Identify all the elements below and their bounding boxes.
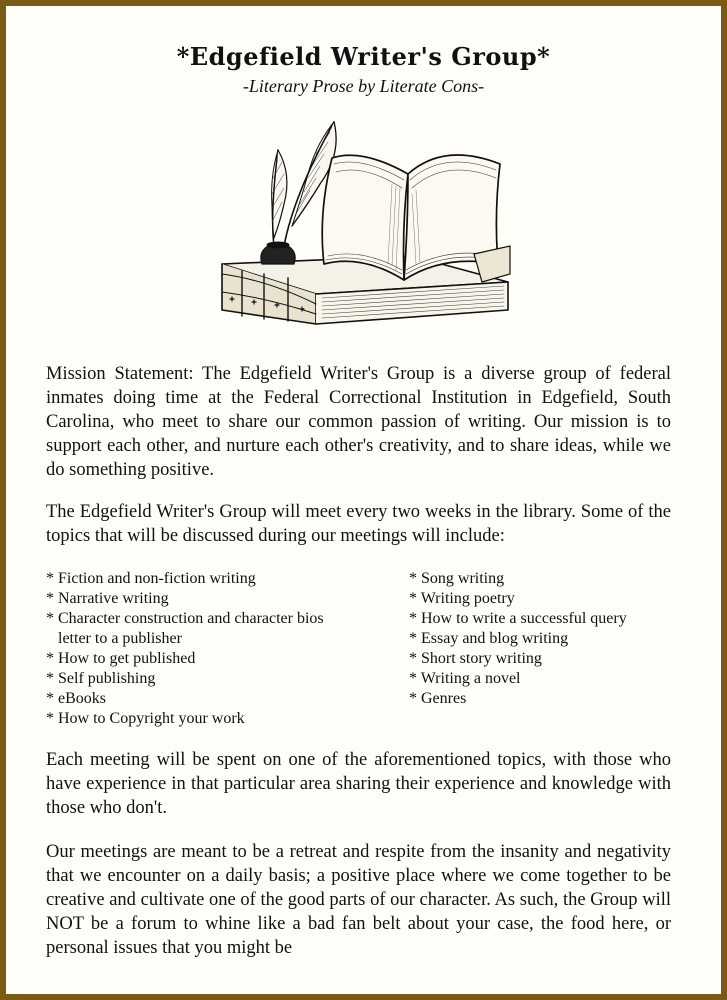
meeting-format-paragraph: Each meeting will be spent on one of the aforementioned topics, with those who have experience in that particular area sharing their experience and knowledge with those who don't. [46, 750, 671, 818]
list-item: * Writing a novel [409, 670, 521, 687]
list-item: * How to get published [46, 650, 196, 667]
list-item: * Genres [409, 690, 467, 707]
mission-statement-paragraph: Mission Statement: The Edgefield Writer's Group is a diverse group of federal inmates doing time at the Federal Correctional Institution in Edgefield, South Carolina, who meet to share our common passion of writing. Our mission is to support each other, and nurture each other's creativity, and to share ideas, while we do something positive. [46, 364, 671, 480]
list-item: * Song writing [409, 570, 505, 587]
document-page [6, 6, 721, 994]
list-item: * Short story writing [409, 650, 542, 667]
list-item: * How to write a successful query [409, 610, 627, 627]
page-title: *Edgefield Writer's Group* [176, 42, 551, 71]
topics-right-column [409, 569, 689, 709]
list-item: * Writing poetry [409, 590, 515, 607]
page-subtitle: -Literary Prose by Literate Cons- [242, 76, 485, 96]
list-item-continuation: letter to a publisher [58, 630, 182, 647]
open-book-with-quill-pens-illustration [212, 114, 512, 330]
group-rules-paragraph: Our meetings are meant to be a retreat and respite from the insanity and negativity that we encounter on a daily basis; a positive place where we come together to be creative and cultivate one of the good parts of our character. As such, the Group will NOT be a forum to whine like a bad fan belt about your case, the food here, or personal issues that you might be [46, 842, 671, 958]
topics-left-column [46, 569, 406, 729]
list-item: * Self publishing [46, 670, 156, 687]
meeting-schedule-paragraph: The Edgefield Writer's Group will meet every two weeks in the library. Some of the topics that will be discussed during our meetings will include: [46, 502, 671, 546]
list-item: * Essay and blog writing [409, 630, 569, 647]
list-item: * Narrative writing [46, 590, 169, 607]
list-item: * eBooks [46, 690, 106, 707]
list-item: * How to Copyright your work [46, 710, 245, 727]
list-item: * Fiction and non-fiction writing [46, 570, 256, 587]
list-item: * Character construction and character bios [46, 610, 324, 627]
